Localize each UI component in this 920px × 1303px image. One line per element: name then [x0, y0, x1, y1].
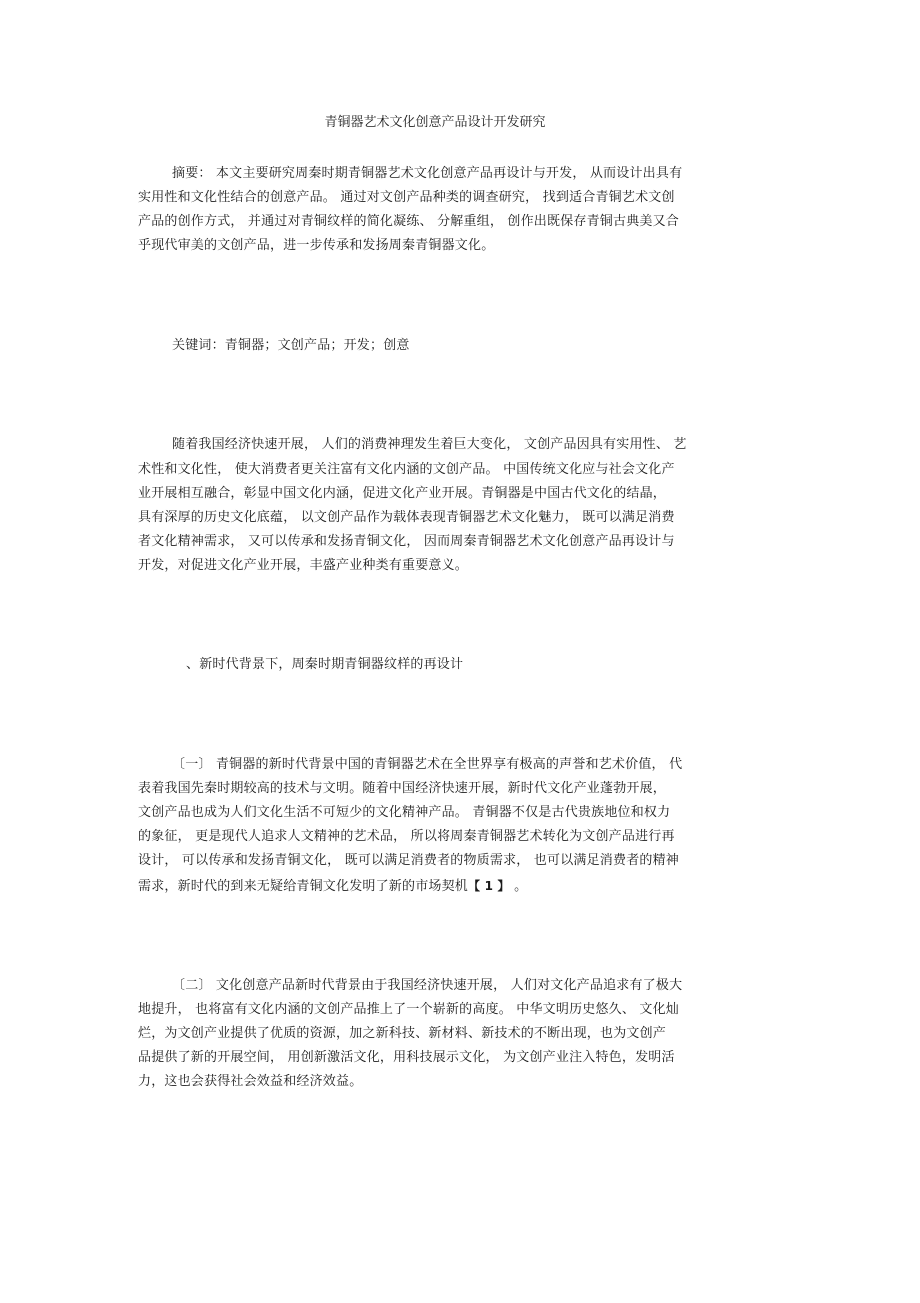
abstract-line: 乎现代审美的文创产品，进一步传承和发扬周秦青铜器文化。 — [138, 238, 495, 253]
document-title: 青铜器艺术文化创意产品设计开发研究 — [324, 115, 546, 130]
citation-ref: 【 1 】 — [468, 879, 510, 893]
sub2-line: 烂，为文创产业提供了优质的资源，加之新科技、新材料、新技术的不断出现，也为文创产 — [138, 1026, 667, 1041]
intro-line: 开发，对促进文化产业开展，丰盛产业种类有重要意义。 — [138, 558, 469, 573]
intro-line: 术性和文化性， 使大消费者更关注富有文化内涵的文创产品。 中国传统文化应与社会文化产 — [138, 462, 675, 477]
abstract-line: 实用性和文化性结合的创意产品。 通过对文创产品种类的调查研究， 找到适合青铜艺术文创 — [138, 190, 675, 205]
abstract-line: 摘要： 本文主要研究周秦时期青铜器艺术文化创意产品再设计与开发， 从而设计出具有 — [172, 166, 683, 181]
sub1-end: 。 — [509, 879, 528, 894]
intro-line: 者文化精神需求， 又可以传承和发扬青铜文化， 因而周秦青铜器艺术文化创意产品再设计与 — [138, 534, 675, 549]
sub2-line: 力，这也会获得社会效益和经济效益。 — [138, 1074, 363, 1089]
sub1-last-line — [138, 877, 527, 896]
sub1-line: 文创产品也成为人们文化生活不可短少的文化精神产品。 青铜器不仅是古代贵族地位和权力 — [138, 805, 671, 820]
sub1-line: 的象征， 更是现代人追求人文精神的艺术品， 所以将周秦青铜器艺术转化为文创产品进行再 — [138, 829, 675, 844]
sub2-line: 地提升， 也将富有文化内涵的文创产品推上了一个崭新的高度。 中华文明历史悠久、 文化灿 — [138, 1002, 679, 1017]
intro-line: 业开展相互融合，彰显中国文化内涵，促进文化产业开展。青铜器是中国古代文化的结晶， — [138, 486, 667, 501]
sub2-line: 〔二〕 文化创意产品新时代背景由于我国经济快速开展， 人们对文化产品追求有了极大 — [172, 978, 683, 993]
sub1-last-text: 需求，新时代的到来无疑给青铜文化发明了新的市场契机 — [138, 879, 469, 894]
keywords: 关键词：青铜器；文创产品；开发；创意 — [172, 338, 410, 353]
sub1-line: 设计， 可以传承和发扬青铜文化， 既可以满足消费者的物质需求， 也可以满足消费者的精神 — [138, 853, 679, 868]
section-heading: 、新时代背景下，周秦时期青铜器纹样的再设计 — [186, 657, 464, 672]
sub1-line: 表着我国先秦时期较高的技术与文明。随着中国经济快速开展，新时代文化产业蓬勃开展， — [138, 781, 667, 796]
intro-line: 具有深厚的历史文化底蕴， 以文创产品作为载体表现青铜器艺术文化魅力， 既可以满足消费 — [138, 510, 675, 525]
sub1-line: 〔一〕 青铜器的新时代背景中国的青铜器艺术在全世界享有极高的声誉和艺术价值， 代 — [172, 757, 683, 772]
sub2-line: 品提供了新的开展空间， 用创新激活文化，用科技展示文化， 为文创产业注入特色，发明活 — [138, 1050, 675, 1065]
abstract-line: 产品的创作方式， 并通过对青铜纹样的简化凝练、 分解重组， 创作出既保存青铜古典美又合 — [138, 214, 679, 229]
intro-line: 随着我国经济快速开展， 人们的消费神理发生着巨大变化， 文创产品因具有实用性、 艺 — [172, 437, 687, 452]
